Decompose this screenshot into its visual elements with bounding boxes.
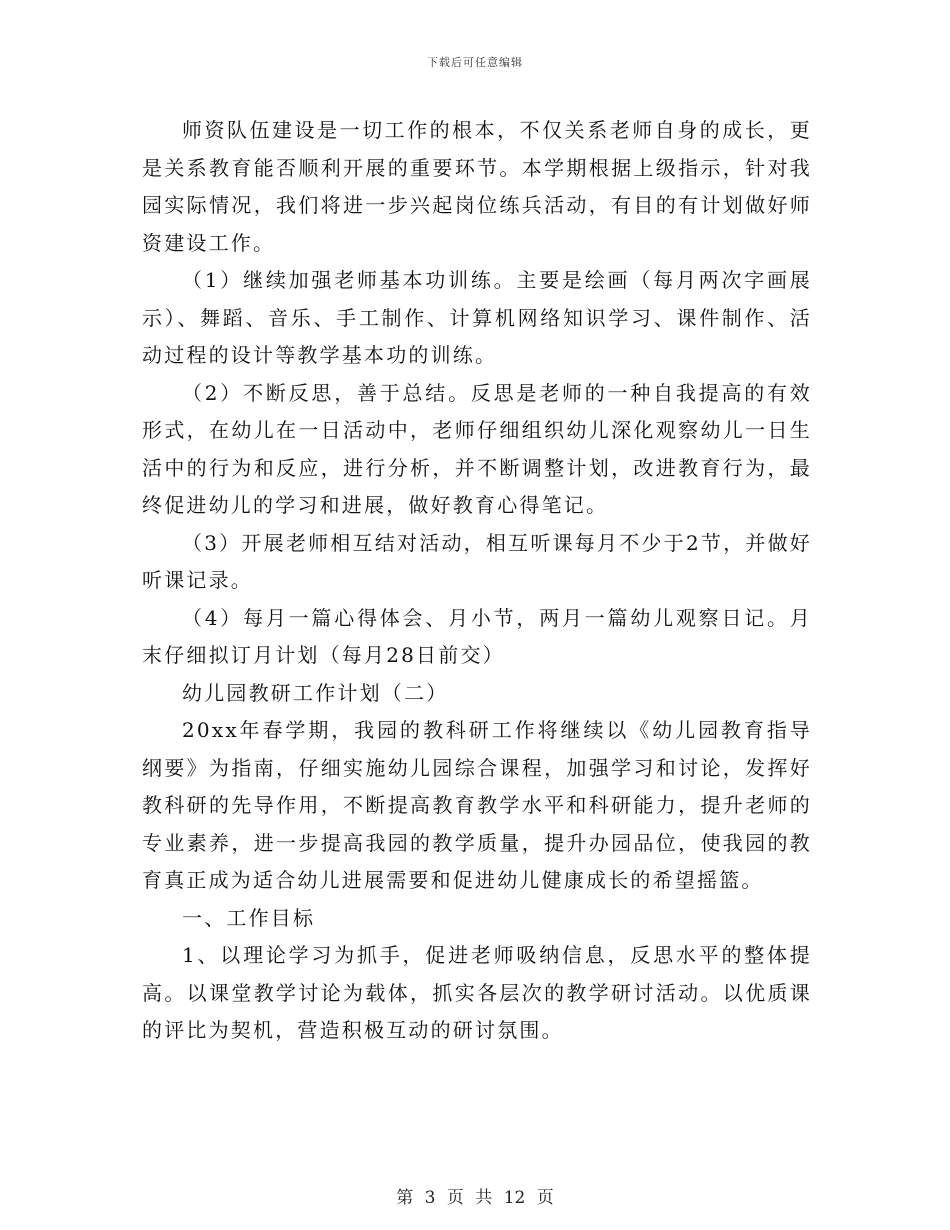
paragraph-item-1: （1）继续加强老师基本功训练。主要是绘画（每月两次字画展示）、舞蹈、音乐、手工制作、计算机网络知识学习、课件制作、活动过程的设计等教学基本功的训练。 [142, 268, 812, 367]
section-title: 幼儿园教研工作计划（二） [182, 680, 449, 705]
paragraph-goal-1: 1、以理论学习为抓手，促进老师吸纳信息，反思水平的整体提高。以课堂教学讨论为载体，抓实各层次的教学研讨活动。以优质课的评比为契机，营造积极互动的研讨氛围。 [142, 943, 812, 1042]
heading-work-goals: 一、工作目标 [182, 905, 316, 930]
paragraph-intro: 20xx年春学期，我园的教科研工作将继续以《幼儿园教育指导纲要》为指南，仔细实施幼儿园综合课程，加强学习和讨论，发挥好教科研的先导作用，不断提高教育教学水平和科研能力，提升老师的专业素养，进一步提高我园的教学质量，提升办园品位，使我园的教育真正成为适合幼儿进展需要和促进幼儿健康成长的希望摇篮。 [142, 718, 812, 892]
paragraph-item-4: （4）每月一篇心得体会、月小节，两月一篇幼儿观察日记。月末仔细拟订月计划（每月28日前交） [142, 605, 812, 667]
paragraph-item-2: （2）不断反思，善于总结。反思是老师的一种自我提高的有效形式，在幼儿在一日活动中，老师仔细组织幼儿深化观察幼儿一日生活中的行为和反应，进行分析，并不断调整计划，改进教育行为，最终促进幼儿的学习和进展，做好教育心得笔记。 [142, 380, 812, 517]
page-indicator: 第 3 页 共 12 页 [396, 1188, 554, 1208]
paragraph-teacher-team: 师资队伍建设是一切工作的根本，不仅关系老师自身的成长，更是关系教育能否顺利开展的重要环节。本学期根据上级指示，针对我园实际情况，我们将进一步兴起岗位练兵活动，有目的有计划做好师资建设工作。 [142, 118, 812, 255]
document-body [142, 112, 812, 1050]
header-note: 下载后可任意编辑 [427, 56, 523, 69]
paragraph-item-3: （3）开展老师相互结对活动，相互听课每月不少于2节，并做好听课记录。 [142, 530, 812, 592]
